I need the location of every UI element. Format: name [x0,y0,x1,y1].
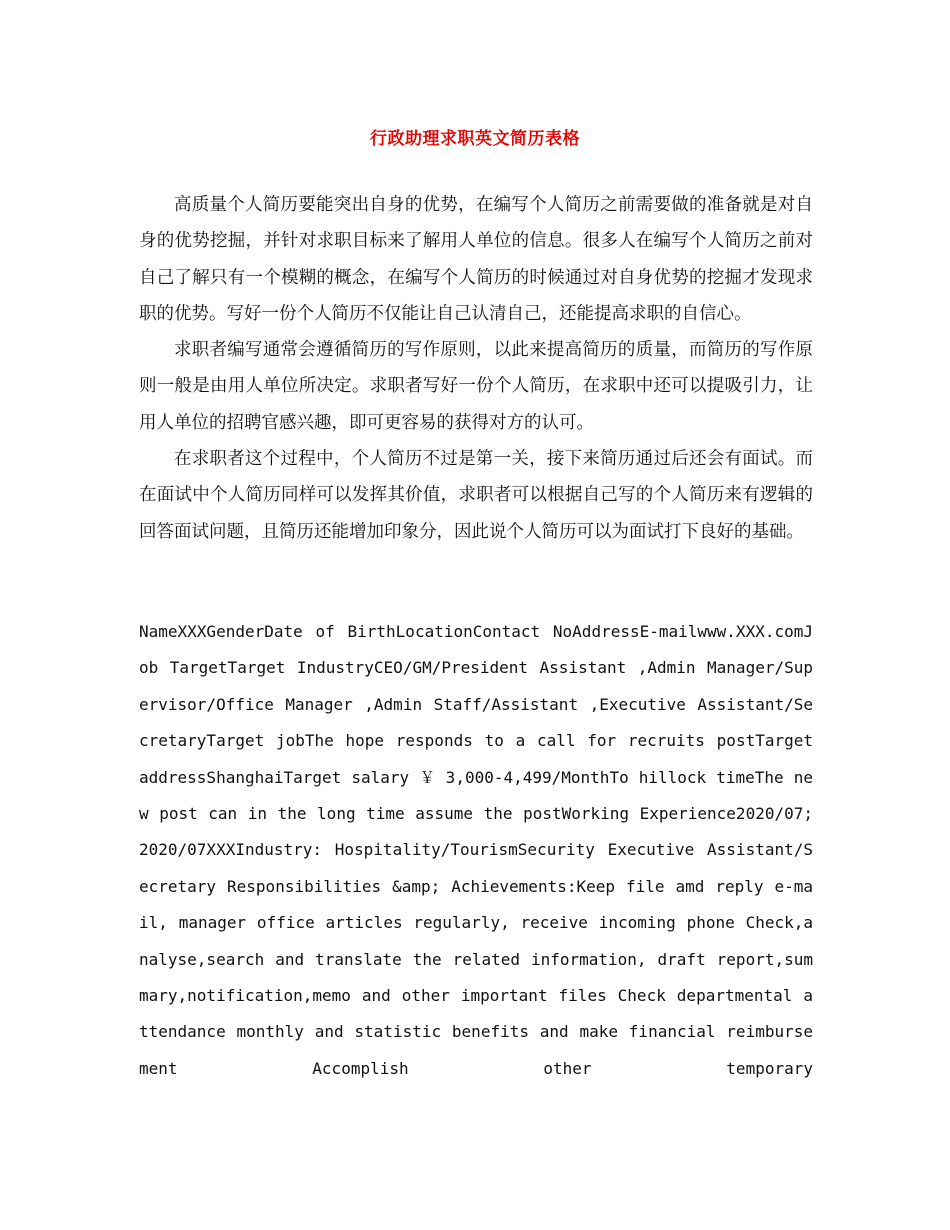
document-title: 行政助理求职英文简历表格 [370,129,580,149]
paragraph-3: 在求职者这个过程中，个人简历不过是第一关，接下来简历通过后还会有面试。而在面试中个人简历同样可以发挥其价值，求职者可以根据自己写的个人简历来有逻辑的回答面试问题，且简历还能增加印象分，因此说个人简历可以为面试打下良好的基础。 [139,449,813,542]
intro-section [139,187,813,550]
paragraph-1: 高质量个人简历要能突出自身的优势，在编写个人简历之前需要做的准备就是对自身的优势挖掘，并针对求职目标来了解用人单位的信息。很多人在编写个人简历之前对自己了解只有一个模糊的概念，在编写个人简历的时候通过对自身优势的挖掘才发现求职的优势。写好一份个人简历不仅能让自己认清自己，还能提高求职的自信心。 [139,195,813,324]
paragraph-2: 求职者编写通常会遵循简历的写作原则，以此来提高简历的质量，而简历的写作原则一般是由用人单位所决定。求职者写好一份个人简历，在求职中还可以提吸引力，让用人单位的招聘官感兴趣，即可更容易的获得对方的认可。 [139,340,813,433]
resume-text: NameXXXGenderDate of BirthLocationContact NoAddressE-mailwww.XXX.comJob TargetTarget IndustryCEO/GM/President Assistant ,Admin Manager/Supervisor/Office Manager ,Admin Staff/Assistant ,Executive Assistant/SecretaryTarget jobThe hope responds to a call for recruits postTarget addressShanghaiTarget salary ￥ 3,000-4,499/MonthTo hillock timeThe new post can in the long time assume the postWorking Experience2020/07;2020/07XXXIndustry: Hospitality/TourismSecurity Executive Assistant/Secretary Responsibilities &amp; Achievements:Keep file amd reply e-mail, manager office articles regularly, receive incoming phone Check,analyse,search and translate the related information, draft report,summary,notification,memo and other important files Check departmental attendance monthly and statistic benefits and make financial reimbursement Accomplish other temporary [139,622,813,1078]
